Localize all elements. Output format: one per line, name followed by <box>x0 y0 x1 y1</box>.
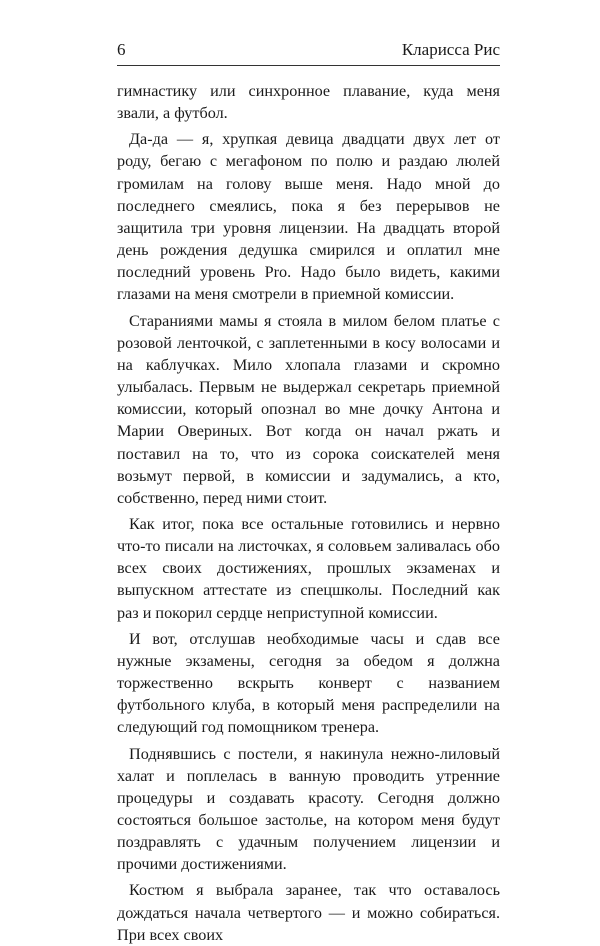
body-text <box>117 80 500 946</box>
paragraph-6: Поднявшись с постели, я накинула нежно-лиловый халат и поплелась в ванную проводить утренние процедуры и создавать красоту. Сегодня должно состояться большое застолье, на котором меня будут поздравлять с удачным получением лицензии и прочими достижениями. <box>117 744 500 874</box>
paragraph-7: Костюм я выбрала заранее, так что оставалось дождаться начала четвертого — и можно собираться. При всех своих <box>117 881 500 944</box>
paragraph-4: Как итог, пока все остальные готовились и нервно что-то писали на листочках, я соловьем заливалась обо всех своих достижениях, прошлых экзаменах и выпускном аттестате из спецшколы. Последний как раз и покорил сердце неприступной комиссии. <box>117 514 500 622</box>
paragraph-3: Стараниями мамы я стояла в милом белом платье с розовой ленточкой, с заплетенными в косу волосами и на каблучках. Мило хлопала глазами и скромно улыбалась. Первым не выдержал секретарь приемной комиссии, который опознал во мне дочку Антона и Марии Овериных. Вот когда он начал ржать и поставил на то, что из сорока соискателей меня возьмут первой, в комиссии и задумались, а кто, собственно, перед ними стоит. <box>117 311 500 507</box>
running-header <box>117 40 500 64</box>
paragraph-1: гимнастику или синхронное плавание, куда меня звали, а футбол. <box>117 82 500 123</box>
running-title: Кларисса Рис <box>401 40 500 59</box>
header-rule <box>117 65 500 66</box>
paragraph-5: И вот, отслушав необходимые часы и сдав все нужные экзамены, сегодня за обедом я должна торжественно вскрыть конверт с названием футбольного клуба, в который меня распределили на следующий год помощником тренера. <box>117 629 500 737</box>
paragraph-2: Да-да — я, хрупкая девица двадцати двух лет от роду, бегаю с мегафоном по полю и раздаю люлей громилам на голову выше меня. Надо мной до последнего смеялись, пока я без перерывов не защитила три уровня лицензии. На двадцать второй день рождения дедушка смирился и оплатил мне последний уровень Pro. Надо было видеть, какими глазами на меня смотрели в приемной комиссии. <box>117 130 500 304</box>
page-number: 6 <box>117 40 126 59</box>
